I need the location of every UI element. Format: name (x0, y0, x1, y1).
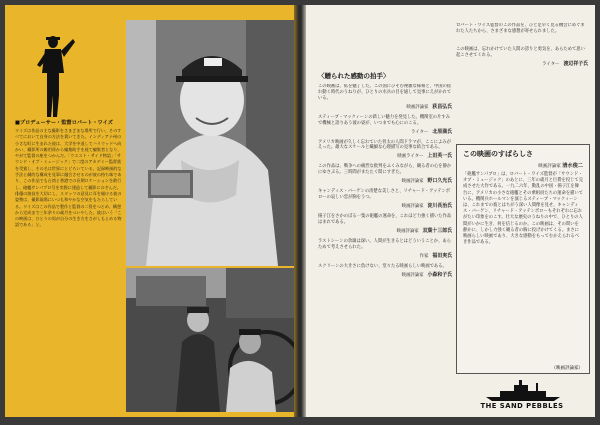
comment-attribution: 映画評論家 双葉十三郎氏 (396, 227, 452, 234)
comment-attribution: ライター 北原満氏 (410, 128, 452, 135)
comment-attribution: 映画評論家 荻昌弘氏 (406, 103, 452, 110)
intro-text: この映画は、忘れかけていた人間の誇りと勇気を、あらためて思い起こさせてくれる。 (456, 46, 585, 58)
comment-text: スクリーンの大きさに負けない、堂々たる映画らしい映画である。 (318, 263, 447, 269)
essay-box (456, 144, 590, 374)
intro-column (456, 23, 588, 143)
comment-text: スティーブ・マックィーンの新しい魅力を発見した。機関室の片すみで機械と語りあう彼の姿が、いつまでも心にのこる。 (318, 114, 450, 126)
applause-heading: 〈贈られた感動の拍手〉 (318, 72, 390, 80)
left-page (5, 5, 294, 417)
essay-title: この映画のすばらしさ (463, 150, 533, 158)
on-set-photo (126, 268, 294, 412)
comment-text: キャンディス・バーゲンの清楚な美しさと、リチャード・アッテンボローの哀しい恋が胸をうつ。 (318, 189, 451, 201)
logo-text: THE SAND PEBBLES (480, 402, 564, 410)
comment-attribution: 映画ライター 上田英一氏 (397, 153, 452, 160)
intro-attribution (456, 36, 588, 42)
actor-portrait-image (126, 20, 294, 266)
comments-column (318, 84, 452, 412)
comment-attribution: 作家 福田実氏 (419, 252, 452, 259)
essay-signature: （映画評論家） (551, 366, 583, 371)
binding-gutter (294, 5, 306, 417)
sand-pebbles-logo (456, 379, 588, 411)
comment-text: この作品は、戦争への痛烈な批判をふくみながら、観る者の心を静かにゆさぶる。三時間がまたたく間にすぎた。 (318, 164, 452, 176)
essay-author: 映画評論家 清水俊二 (538, 163, 583, 169)
intro-attribution: ライター 渡辺祥子氏 (542, 60, 588, 67)
on-set-image (126, 268, 294, 412)
comment-attribution: 映画評論家 野口久光氏 (401, 178, 452, 185)
comment-text: 揚子江をさかのぼる一隻の砲艦の運命を、これほど力強く描いた作品はまれである。 (318, 213, 452, 225)
right-page (306, 5, 595, 417)
producer-director-title: ■プロデューサー・監督ロバート・ワイズ (15, 120, 113, 126)
intro-text: ロバート・ワイズ監督のこの作品を、ひと足早く見る機会にめぐまれた人たちから、さまざまな感想が寄せられました。 (456, 23, 585, 34)
comment-attribution: 映画評論家 淀川長治氏 (401, 202, 452, 209)
comment-text: アメリカ映画が久しく忘れていた骨太の人間ドラマが、ここによみがえった。雄大なスケールと繊細な心理描写の見事な結合である。 (318, 139, 451, 151)
comment-attribution: 映画評論家 小森和子氏 (401, 271, 452, 278)
director-silhouette-icon (35, 33, 75, 118)
comment-text: ラストシーンの余韻は深い。人間が生きるとはどういうことか、あらためて考えさせられた。 (318, 238, 451, 250)
director-biography: ワイズは作品の主な撮影をさまざまな場所で行い、そのすべてにおいて自身の方法を貫いてきた。インディアナ州の小さな町に生まれた彼は、大学を中退してハリウッドへ向かい、撮影所の雑用係から編集助手を経て編集者となり、やがて監督の座をつかんだ。「ウエスト・サイド物語」「サウンド・オブ・ミュージック」で二度のアカデミー監督賞を受賞し、その名は世界にとどろいている。記録映画的な手法と劇的な構成を見事に融合させるのが彼の持ち味であり、この作品でも台湾と香港での長期ロケーションを敢行し、砲艦サンパブロ号を実際に建造して撮影にのぞんだ。俳優の演技を大切にし、スタッフの意見に耳を傾ける彼の姿勢は、撮影現場にいつも和やかな空気をもたらしている。ワイズはこの作品で製作と監督の二役をつとめ、構想から完成まで三年余りの歳月をついやした。彼はいう「この映画は、ひとりの男が自分の生き方をさがしもとめる物語である」と。 (15, 128, 122, 228)
essay-body: 「砲艦サンパブロ」は、ロバート・ワイズ監督が「サウンド・オブ・ミュージック」のあとに、三年の歳月と巨費を投じて完成させた大作である。一九二六年、動乱の中国・揚子江を舞台に、アメリカの小さな砲艦とその乗組員たちの運命を描いている。機関兵ホールマンを演じるスティーブ・マックィーンは、これまでの彼とはちがう深い人間像を見せ、キャンディス・バーゲン、リチャード・アッテンボローもそれぞれに忘れがたい印象をのこす。壮大な歴史のうねりの中で、ひとりの人間がいかに生き、何を信じるのか。この映画は、その問いを静かに、しかし力強く観る者の胸に投げかけてくる。まさに映画らしい映画であり、大きな感動をもってむかえられるべき作品である。 (463, 172, 584, 246)
actor-portrait-photo (126, 20, 294, 266)
gunboat-icon (456, 379, 588, 401)
comment-text: この映画は、私を魅了した。この国にひそむ複雑な様相と、中国の揺れ動く時代のうねりが、ひとりの水兵の目を通して見事にえがかれている。 (318, 84, 452, 101)
